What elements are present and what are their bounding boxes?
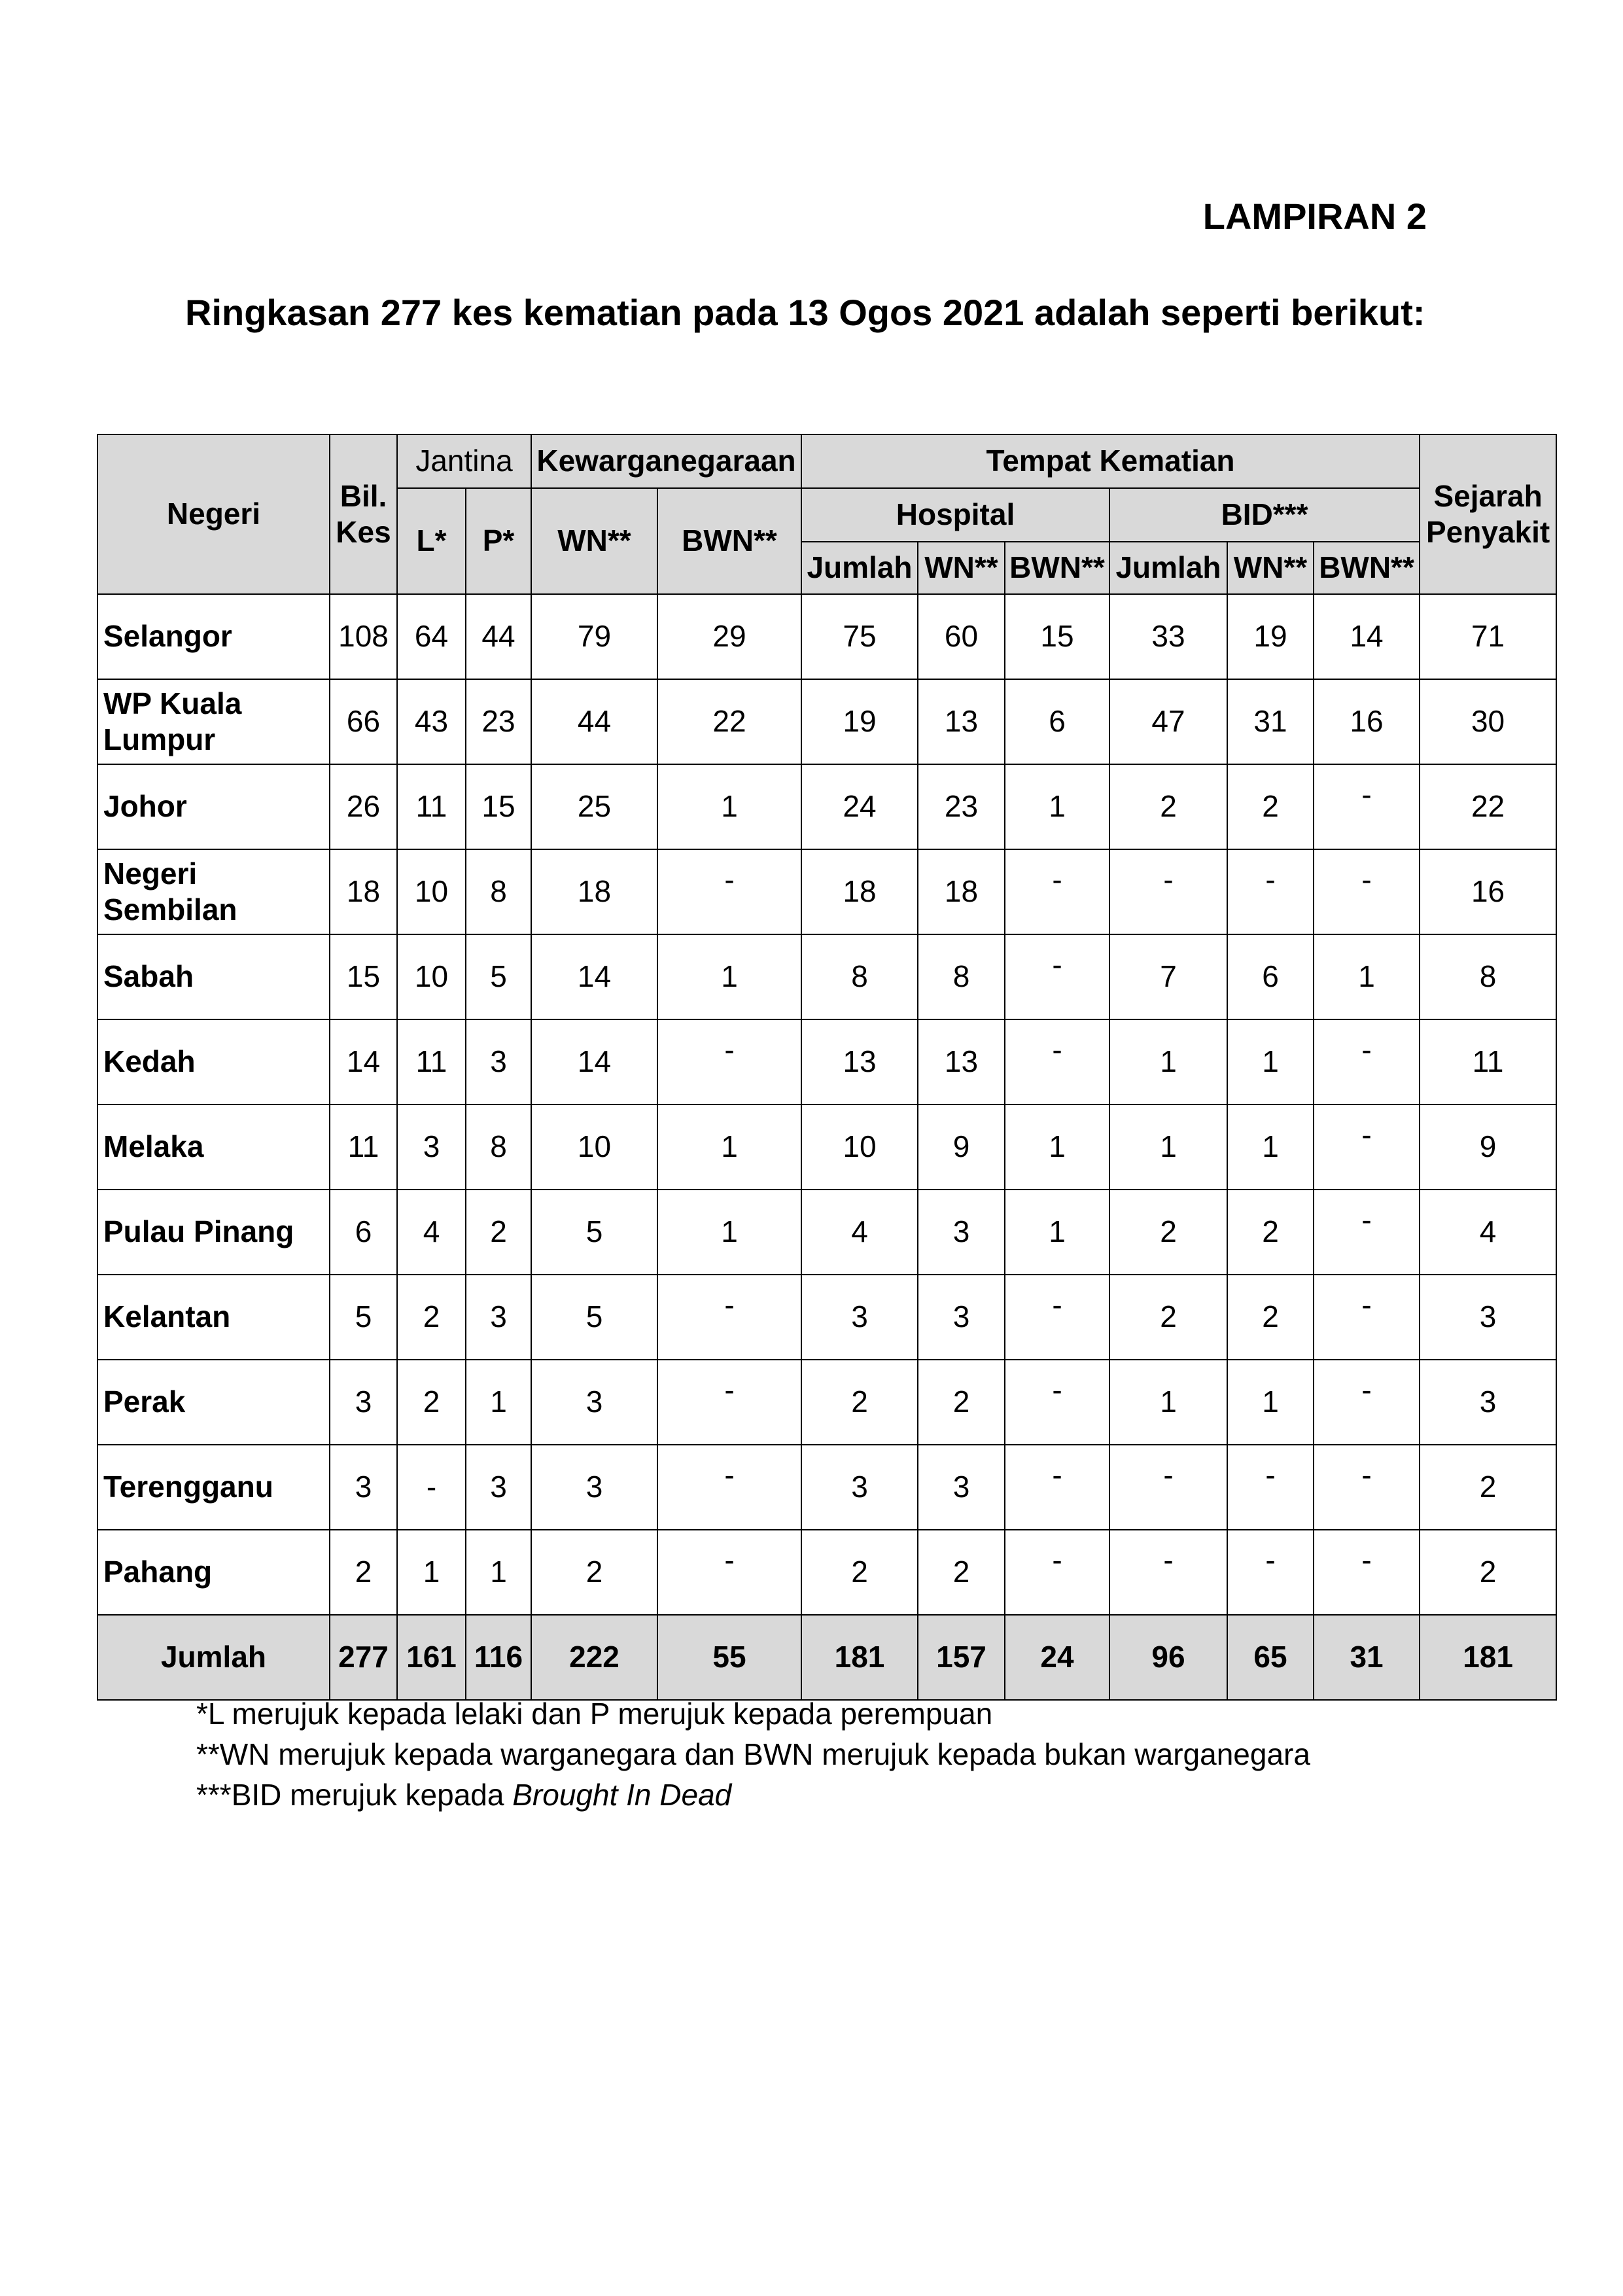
table-cell: 13 [801, 1019, 918, 1104]
table-cell: 3 [801, 1445, 918, 1530]
table-cell: 2 [918, 1360, 1005, 1445]
table-cell: - [1314, 849, 1420, 934]
table-cell: 2 [1227, 1275, 1314, 1360]
table-cell: 23 [466, 679, 531, 764]
table-cell: 14 [531, 934, 657, 1019]
state-name: Kelantan [97, 1275, 330, 1360]
table-cell: 3 [531, 1360, 657, 1445]
table-cell: 6 [1005, 679, 1109, 764]
table-cell: - [397, 1445, 466, 1530]
table-row [97, 1360, 1556, 1445]
table-cell: - [1005, 849, 1109, 934]
table-cell: 1 [1314, 934, 1420, 1019]
table-cell: 11 [397, 764, 466, 849]
header-hospital-jumlah: Jumlah [801, 542, 918, 594]
table-cell: 13 [918, 1019, 1005, 1104]
table-cell: 9 [918, 1104, 1005, 1190]
table-cell: - [1005, 1360, 1109, 1445]
table-cell: 5 [531, 1275, 657, 1360]
table-cell: 66 [330, 679, 397, 764]
total-cell: 31 [1314, 1615, 1420, 1700]
table-row [97, 764, 1556, 849]
table-cell: - [1314, 1190, 1420, 1275]
table-cell: 8 [918, 934, 1005, 1019]
total-cell: 181 [801, 1615, 918, 1700]
table-cell: 1 [397, 1530, 466, 1615]
table-cell: 3 [531, 1445, 657, 1530]
table-cell: 2 [1420, 1445, 1556, 1530]
table-cell: 1 [1109, 1104, 1227, 1190]
table-cell: - [1227, 849, 1314, 934]
table-cell: 15 [1005, 594, 1109, 679]
table-cell: 18 [801, 849, 918, 934]
state-name: Pulau Pinang [97, 1190, 330, 1275]
table-row [97, 1275, 1556, 1360]
table-cell: 15 [466, 764, 531, 849]
table-cell: - [1314, 764, 1420, 849]
table-cell: - [657, 1360, 801, 1445]
table-cell: - [1109, 849, 1227, 934]
table-cell: 5 [466, 934, 531, 1019]
table-cell: 2 [1109, 1275, 1227, 1360]
state-name: Perak [97, 1360, 330, 1445]
table-header [97, 434, 1556, 594]
table-cell: 10 [397, 849, 466, 934]
footnote-bid-italic: Brought In Dead [512, 1778, 732, 1812]
header-bid-bwn: BWN** [1314, 542, 1420, 594]
table-row [97, 934, 1556, 1019]
table-cell: 3 [918, 1445, 1005, 1530]
table-cell: 1 [1227, 1360, 1314, 1445]
footnote-citizenship: **WN merujuk kepada warganegara dan BWN merujuk kepada bukan warganegara [196, 1737, 1310, 1771]
table-cell: 1 [1005, 1190, 1109, 1275]
total-label: Jumlah [97, 1615, 330, 1700]
table-cell: - [1314, 1104, 1420, 1190]
table-cell: 10 [801, 1104, 918, 1190]
table-cell: - [657, 1019, 801, 1104]
table-cell: 64 [397, 594, 466, 679]
table-cell: 7 [1109, 934, 1227, 1019]
table-cell: 2 [801, 1360, 918, 1445]
table-cell: 15 [330, 934, 397, 1019]
header-wn: WN** [531, 488, 657, 594]
table-cell: 13 [918, 679, 1005, 764]
table-cell: - [1109, 1530, 1227, 1615]
state-name: Sabah [97, 934, 330, 1019]
table-cell: 3 [918, 1190, 1005, 1275]
table-cell: 2 [397, 1360, 466, 1445]
table-cell: 1 [466, 1360, 531, 1445]
total-cell: 96 [1109, 1615, 1227, 1700]
table-cell: 23 [918, 764, 1005, 849]
table-cell: 1 [1109, 1360, 1227, 1445]
table-cell: 47 [1109, 679, 1227, 764]
table-cell: 22 [1420, 764, 1556, 849]
table-cell: 2 [1109, 1190, 1227, 1275]
table-cell: 2 [1420, 1530, 1556, 1615]
table-cell: - [1005, 1275, 1109, 1360]
table-cell: 1 [1005, 764, 1109, 849]
table-cell: 2 [801, 1530, 918, 1615]
table-cell: 16 [1420, 849, 1556, 934]
table-cell: 14 [1314, 594, 1420, 679]
header-p: P* [466, 488, 531, 594]
header-hospital-bwn: BWN** [1005, 542, 1109, 594]
table-cell: - [657, 849, 801, 934]
table-cell: 8 [801, 934, 918, 1019]
table-cell: 1 [1005, 1104, 1109, 1190]
table-cell: - [1227, 1445, 1314, 1530]
table-cell: - [1314, 1445, 1420, 1530]
footnote-bid [196, 1775, 1310, 1815]
total-row [97, 1615, 1556, 1700]
header-jantina: Jantina [397, 434, 531, 488]
table-cell: 8 [466, 1104, 531, 1190]
state-name: Selangor [97, 594, 330, 679]
header-bid-wn: WN** [1227, 542, 1314, 594]
table-cell: 2 [1227, 764, 1314, 849]
table-row [97, 1190, 1556, 1275]
table-cell: 11 [1420, 1019, 1556, 1104]
table-cell: 75 [801, 594, 918, 679]
table-cell: 2 [1109, 764, 1227, 849]
table-cell: 43 [397, 679, 466, 764]
table-cell: 24 [801, 764, 918, 849]
table-cell: 3 [466, 1019, 531, 1104]
table-cell: 1 [657, 934, 801, 1019]
table-cell: 44 [531, 679, 657, 764]
total-cell: 161 [397, 1615, 466, 1700]
table-cell: 4 [397, 1190, 466, 1275]
total-cell: 116 [466, 1615, 531, 1700]
table-cell: 6 [330, 1190, 397, 1275]
table-cell: 11 [397, 1019, 466, 1104]
state-name: Pahang [97, 1530, 330, 1615]
state-name: Terengganu [97, 1445, 330, 1530]
table-cell: 3 [330, 1445, 397, 1530]
total-cell: 24 [1005, 1615, 1109, 1700]
table-body [97, 594, 1556, 1615]
table-row [97, 1104, 1556, 1190]
total-cell: 65 [1227, 1615, 1314, 1700]
table-cell: - [1314, 1275, 1420, 1360]
total-cell: 222 [531, 1615, 657, 1700]
table-cell: - [1314, 1530, 1420, 1615]
table-cell: 19 [801, 679, 918, 764]
table-cell: 2 [918, 1530, 1005, 1615]
table-cell: 5 [330, 1275, 397, 1360]
table-row [97, 849, 1556, 934]
table-cell: 79 [531, 594, 657, 679]
table-cell: 25 [531, 764, 657, 849]
table-cell: 5 [531, 1190, 657, 1275]
header-hospital-wn: WN** [918, 542, 1005, 594]
state-name: Kedah [97, 1019, 330, 1104]
table-cell: 71 [1420, 594, 1556, 679]
table-cell: 10 [531, 1104, 657, 1190]
table-cell: 10 [397, 934, 466, 1019]
header-kewarganegaraan: Kewarganegaraan [531, 434, 801, 488]
table-cell: 6 [1227, 934, 1314, 1019]
table-cell: 16 [1314, 679, 1420, 764]
table-footer [97, 1615, 1556, 1700]
header-tempat-kematian: Tempat Kematian [801, 434, 1420, 488]
table-cell: - [1109, 1445, 1227, 1530]
header-bil-kes: Bil. Kes [330, 434, 397, 594]
footnote-bid-prefix: ***BID merujuk kepada [196, 1778, 513, 1812]
table-cell: 44 [466, 594, 531, 679]
table-cell: 8 [466, 849, 531, 934]
table-cell: 1 [466, 1530, 531, 1615]
state-name: Negeri Sembilan [97, 849, 330, 934]
table-cell: 4 [801, 1190, 918, 1275]
table-cell: 22 [657, 679, 801, 764]
table-cell: 3 [397, 1104, 466, 1190]
death-summary-table [97, 434, 1557, 1701]
table-cell: 3 [1420, 1360, 1556, 1445]
state-name: WP Kuala Lumpur [97, 679, 330, 764]
table-cell: - [1005, 1019, 1109, 1104]
table-cell: 2 [1227, 1190, 1314, 1275]
header-bid-jumlah: Jumlah [1109, 542, 1227, 594]
total-cell: 55 [657, 1615, 801, 1700]
table-cell: 2 [466, 1190, 531, 1275]
table-cell: 9 [1420, 1104, 1556, 1190]
table-cell: - [1005, 1445, 1109, 1530]
table-cell: 18 [330, 849, 397, 934]
table-cell: 3 [330, 1360, 397, 1445]
table-row [97, 1019, 1556, 1104]
table-row [97, 594, 1556, 679]
table-cell: - [657, 1445, 801, 1530]
table-cell: 26 [330, 764, 397, 849]
table-cell: 14 [330, 1019, 397, 1104]
table-cell: - [1314, 1360, 1420, 1445]
table-cell: 3 [466, 1445, 531, 1530]
table-cell: 30 [1420, 679, 1556, 764]
header-bid: BID*** [1109, 488, 1420, 542]
table-cell: 8 [1420, 934, 1556, 1019]
table-cell: 1 [1109, 1019, 1227, 1104]
table-cell: - [1005, 934, 1109, 1019]
table-cell: 1 [1227, 1104, 1314, 1190]
table-cell: 1 [657, 764, 801, 849]
table-row [97, 1445, 1556, 1530]
total-cell: 157 [918, 1615, 1005, 1700]
table-cell: 1 [1227, 1019, 1314, 1104]
table-cell: 2 [397, 1275, 466, 1360]
table-cell: 11 [330, 1104, 397, 1190]
table-cell: 3 [801, 1275, 918, 1360]
table-cell: 3 [918, 1275, 1005, 1360]
table-cell: - [657, 1530, 801, 1615]
total-cell: 181 [1420, 1615, 1556, 1700]
table-cell: - [657, 1275, 801, 1360]
table-cell: 1 [657, 1104, 801, 1190]
footnotes [196, 1693, 1310, 1815]
table-cell: 29 [657, 594, 801, 679]
table-cell: 31 [1227, 679, 1314, 764]
header-bwn: BWN** [657, 488, 801, 594]
intro-paragraph: Ringkasan 277 kes kematian pada 13 Ogos 2021 adalah seperti berikut: [185, 292, 1425, 333]
table-cell: 4 [1420, 1190, 1556, 1275]
table-cell: 19 [1227, 594, 1314, 679]
table-cell: 108 [330, 594, 397, 679]
header-negeri: Negeri [97, 434, 330, 594]
table-row [97, 1530, 1556, 1615]
total-cell: 277 [330, 1615, 397, 1700]
table-cell: 18 [918, 849, 1005, 934]
table-cell: - [1314, 1019, 1420, 1104]
header-sejarah-penyakit: Sejarah Penyakit [1420, 434, 1556, 594]
table-row [97, 679, 1556, 764]
footnote-gender: *L merujuk kepada lelaki dan P merujuk kepada perempuan [196, 1697, 993, 1731]
header-hospital: Hospital [801, 488, 1109, 542]
state-name: Melaka [97, 1104, 330, 1190]
table-cell: 14 [531, 1019, 657, 1104]
table-cell: 2 [330, 1530, 397, 1615]
table-cell: 2 [531, 1530, 657, 1615]
table-cell: 3 [466, 1275, 531, 1360]
table-cell: 18 [531, 849, 657, 934]
state-name: Johor [97, 764, 330, 849]
table-cell: - [1005, 1530, 1109, 1615]
appendix-label: LAMPIRAN 2 [1202, 196, 1427, 237]
table-cell: 60 [918, 594, 1005, 679]
table-cell: 33 [1109, 594, 1227, 679]
header-l: L* [397, 488, 466, 594]
table-cell: 1 [657, 1190, 801, 1275]
table-cell: - [1227, 1530, 1314, 1615]
table-cell: 3 [1420, 1275, 1556, 1360]
